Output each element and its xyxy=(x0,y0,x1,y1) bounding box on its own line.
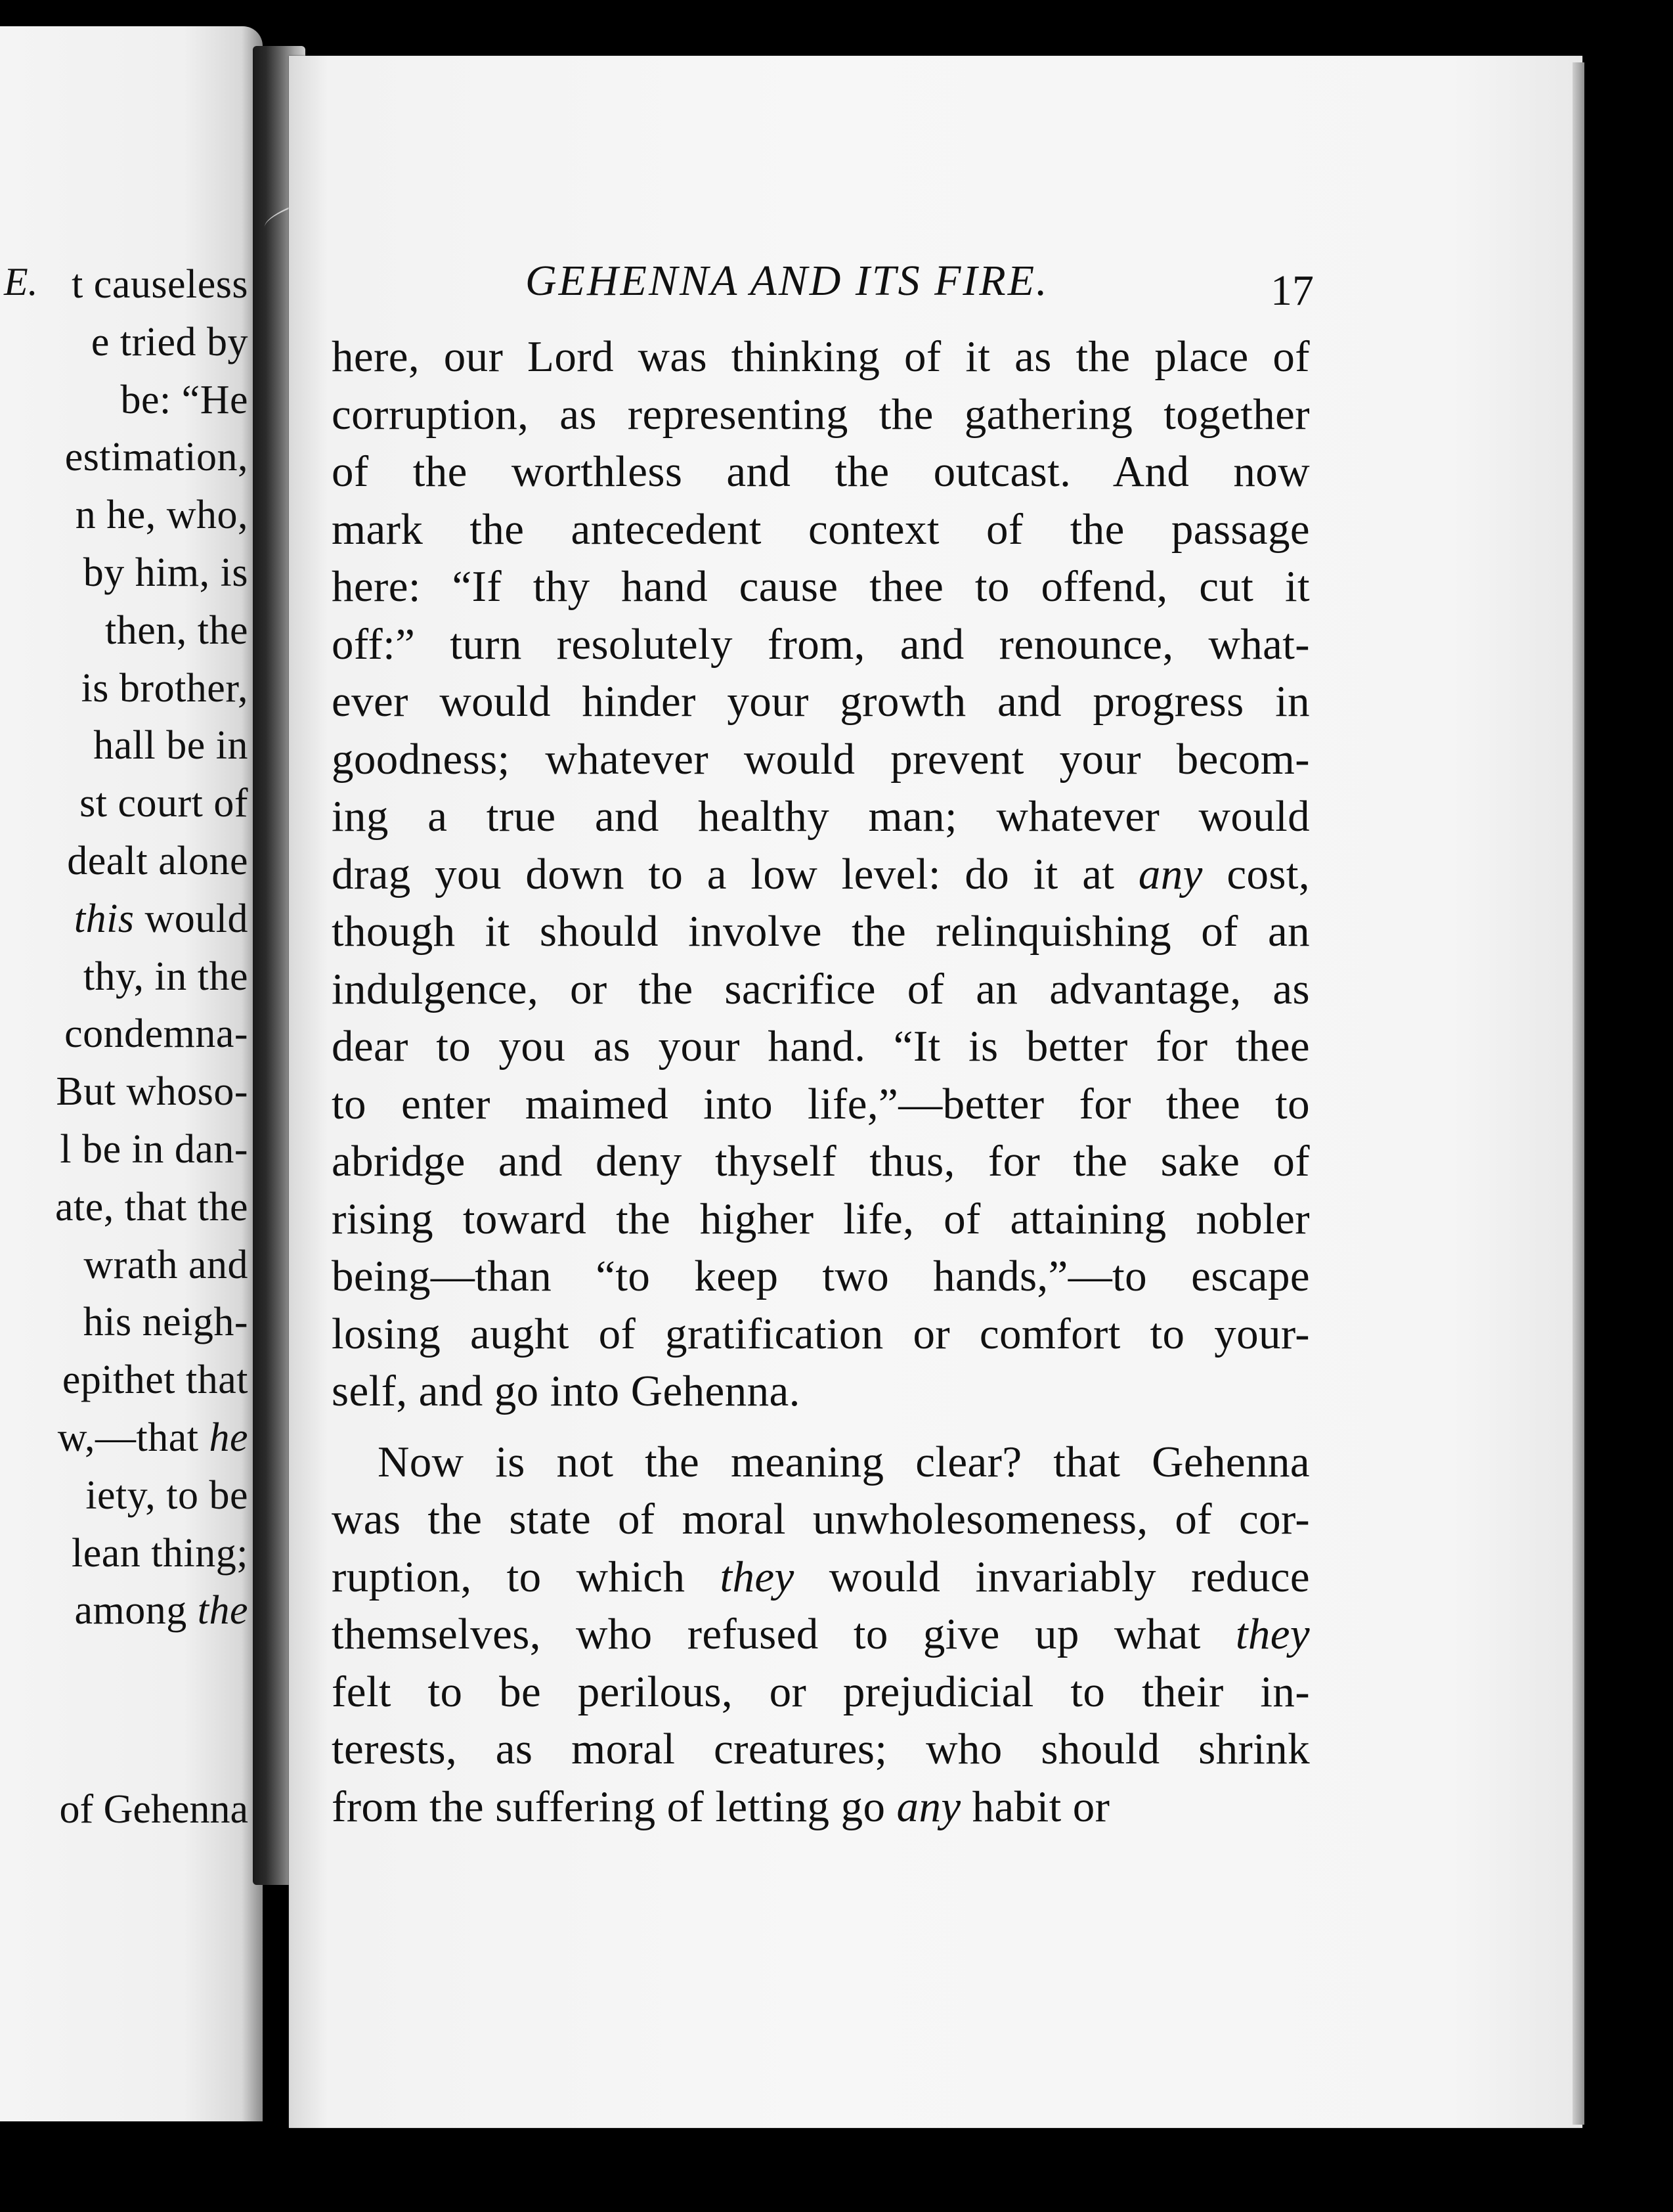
left-page-line: iety, to be xyxy=(85,1472,248,1518)
text-line: themselves, who refused to give up what they xyxy=(332,1610,1311,1658)
right-page-edge xyxy=(1573,62,1584,2125)
text-line: was the state of moral unwholesomeness, of cor- xyxy=(332,1495,1311,1543)
text-line: ing a true and healthy man; whatever would xyxy=(332,792,1311,841)
left-page-line: lean thing; xyxy=(72,1530,248,1576)
text-line: of the worthless and the outcast. And now xyxy=(332,447,1310,496)
text-line: here, our Lord was thinking of it as the place of xyxy=(332,332,1310,381)
text-line: losing aught of gratification or comfort to your- xyxy=(332,1309,1311,1358)
left-page-line: dealt alone xyxy=(67,838,248,883)
text-line: here: “If thy hand cause thee to offend, cut it xyxy=(332,562,1310,611)
left-page-line: t causeless xyxy=(72,262,248,307)
body-text-block xyxy=(332,328,1310,1836)
left-page-last-line: of Gehenna xyxy=(59,1787,248,1832)
text-line: drag you down to a low level: do it at any cost, xyxy=(332,849,1310,898)
left-page-line: But whoso- xyxy=(56,1069,248,1115)
left-page-line: n he, who, xyxy=(75,493,248,538)
left-page-line: epithet that xyxy=(62,1358,248,1403)
text-line: self, and go into Gehenna. xyxy=(332,1367,800,1415)
left-page-line: ate, that the xyxy=(55,1184,248,1229)
left-page-line: condemna- xyxy=(64,1011,248,1057)
left-page-line: be: “He xyxy=(120,377,248,422)
text-line: to enter maimed into life,”—better for thee to xyxy=(332,1079,1311,1128)
text-line: felt to be perilous, or prejudicial to their in- xyxy=(332,1667,1311,1716)
text-line: goodness; whatever would prevent your becom- xyxy=(332,734,1311,784)
left-facing-page xyxy=(0,26,263,2121)
paragraph-gap xyxy=(332,1421,1310,1434)
left-page-line: w,—that he xyxy=(57,1415,248,1460)
left-page-running-head-fragment: E. xyxy=(4,260,38,303)
text-line: ever would hinder your growth and progress in xyxy=(332,677,1310,726)
left-page-line: estimation, xyxy=(64,435,248,480)
text-line: indulgence, or the sacrifice of an advantage, as xyxy=(332,964,1311,1013)
left-page-line: by him, is xyxy=(83,550,248,595)
text-line: being—than “to keep two hands,”—to escape xyxy=(332,1252,1310,1300)
left-page-line: st court of xyxy=(79,781,248,826)
left-page-line: hall be in xyxy=(93,723,248,768)
text-line: rising toward the higher life, of attaining nobler xyxy=(332,1194,1310,1243)
left-page-line: e tried by xyxy=(91,319,248,365)
text-line: off:” turn resolutely from, and renounce, what- xyxy=(332,619,1311,669)
left-page-line: is brother, xyxy=(81,665,248,711)
text-line: abridge and deny thyself thus, for the sake of xyxy=(332,1137,1311,1185)
text-line: from the suffering of letting go any habit or xyxy=(332,1782,1110,1831)
left-page-line: among the xyxy=(74,1588,248,1633)
left-page-text-column xyxy=(0,256,248,1640)
left-page-line: wrath and xyxy=(83,1242,248,1287)
text-line: mark the antecedent context of the passage xyxy=(332,504,1310,554)
text-line: ruption, to which they would invariably reduce xyxy=(332,1552,1311,1601)
page-number: 17 xyxy=(1271,267,1314,315)
left-page-line: his neigh- xyxy=(83,1300,248,1345)
left-page-line: l be in dan- xyxy=(60,1126,248,1172)
running-head: GEHENNA AND ITS FIRE. xyxy=(525,257,1049,305)
text-line: though it should involve the relinquishing of an xyxy=(332,907,1311,956)
text-line: Now is not the meaning clear? that Gehenna xyxy=(378,1437,1311,1486)
left-page-line: then, the xyxy=(105,608,248,653)
text-line: corruption, as representing the gathering together xyxy=(332,389,1310,439)
left-page-line: thy, in the xyxy=(83,954,248,999)
left-page-line: this would xyxy=(74,896,248,941)
text-line: dear to you as your hand. “It is better for thee xyxy=(332,1022,1310,1071)
text-line: terests, as moral creatures; who should shrink xyxy=(332,1725,1311,1773)
